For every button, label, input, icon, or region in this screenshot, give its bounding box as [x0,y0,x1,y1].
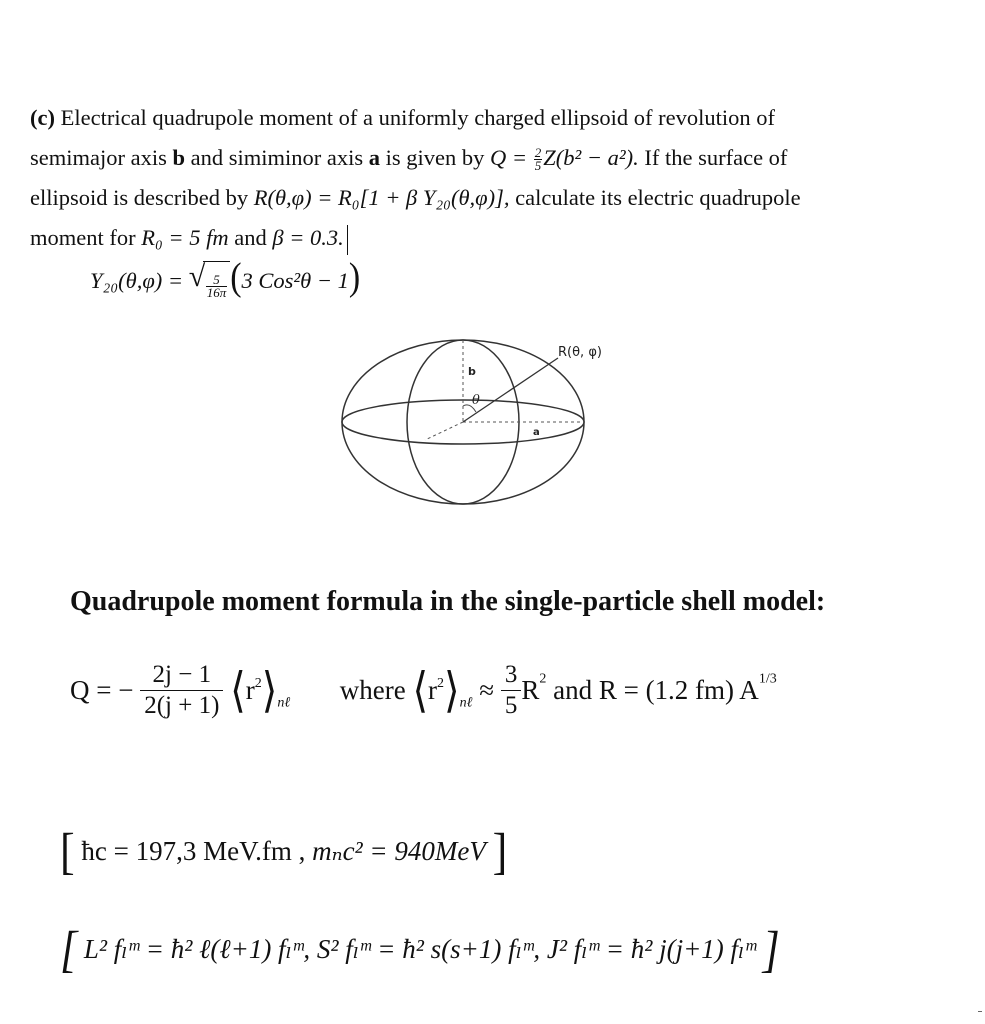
j-fraction [140,660,223,721]
where-text: where [339,675,406,705]
problem-text-4a: moment for [30,225,136,250]
y20-sqrt [189,261,231,304]
three-fifths-fraction [501,660,522,721]
beta-value: β = 0.3. [272,225,344,250]
radius-line [463,358,558,422]
q-frac-num: 2 [534,145,542,161]
problem-label: (c) [30,105,55,130]
q-lhs: Q = [490,145,533,170]
problem-text-2a: semimajor axis [30,145,167,170]
symbol-a: a [368,145,380,170]
shell-model-heading: Quadrupole moment formula in the single-particle shell model: [70,586,826,617]
problem-text-2c: is given by [385,145,485,170]
label-theta: θ [472,393,480,408]
s-squared-relation: S² fₗᵐ = ħ² s(s+1) fₗᵐ, [316,934,541,964]
q-rhs: Z(b² − a²). [543,145,639,170]
problem-text-and: and [234,225,267,250]
r2-term-2 [428,675,444,705]
radius-formula-text: and R = (1.2 fm) A [553,675,759,705]
problem-line-3 [30,178,960,218]
r2-base-2: r [428,675,438,705]
problem-line-4 [30,218,960,258]
r-formula: R(θ,φ) = R₀[1 + β Y₂₀(θ,φ)], [253,185,510,210]
r2-sup-2: 2 [437,676,445,691]
big-r: R [521,675,540,705]
q-fraction [534,147,543,172]
r2-sub-nl-2: nℓ [459,695,473,711]
y20-formula: Y₂₀(θ,φ) = √ $\frac{5}{16\pi}$ (3 Cos²θ − 1) [30,258,960,298]
label-a: a [533,427,540,438]
problem-text-1: Electrical quadrupole moment of a uniformly charged ellipsoid of revolution of [60,105,775,130]
y20-frac-num: 5 [206,274,228,287]
r2-base: r [245,675,255,705]
j-squared-relation: J² fₗᵐ = ħ² j(j+1) fₗᵐ [546,934,756,964]
j-frac-num: 2j − 1 [140,660,223,691]
ellipsoid-figure [330,330,620,535]
shell-model-formula: Q = − $\frac{2j - 1}{2(j + 1)}$ $⟨r^2⟩_{n\ell}$ where $⟨r^2⟩_{n\ell}$ ≈ $\frac{3}{5}$ $R^2$ and R = (1.2 fm) $A^{1/3}$ [70,661,777,719]
problem-text-3a: ellipsoid is described by [30,185,249,210]
angular-momentum-relations: [ L² fₗᵐ = ħ² ℓ(ℓ+1) fₗᵐ, S² fₗᵐ = ħ² s(s+1) fₗᵐ, J² fₗᵐ = ħ² j(j+1) fₗᵐ ] [60,921,780,978]
problem-text-2d: If the surface of [644,145,788,170]
problem-text-2b: and simiminor axis [190,145,364,170]
text-cursor [347,225,348,255]
frac2-den: 5 [504,692,518,719]
y20-fraction [206,271,228,300]
constants-line: [ ħc = 197,3 MeV.fm , mₙc² = 940MeV ] [60,823,508,880]
neutron-mass-constant: mₙc² = 940MeV [312,836,486,866]
y20-lhs: Y₂₀(θ,φ) = [90,268,184,293]
r2-sub-nl: nℓ [277,695,291,711]
r2-sup: 2 [254,676,262,691]
y20-frac-den: 16π [206,284,227,300]
big-r-sup: 2 [539,671,547,687]
problem-statement [30,98,960,298]
sqrt-sign: √ [188,260,206,294]
q-formula [490,145,639,174]
edge-mark [978,1011,982,1012]
r2-term [246,675,262,705]
axis-depth-line [425,422,463,440]
symbol-b: b [172,145,185,170]
approx-symbol: ≈ [479,675,495,705]
problem-line-1 [30,98,960,138]
label-r: R(θ, φ) [558,345,602,360]
a-exponent: 1/3 [758,671,777,687]
q-minus: Q = − [70,675,134,705]
frac2-num: 3 [501,660,522,691]
j-frac-den: 2(j + 1) [144,692,220,719]
q-frac-den: 5 [534,158,542,174]
problem-line-2 [30,138,960,178]
r0-value: R₀ = 5 fm [141,225,229,250]
label-b: b [468,365,476,378]
y20-rhs: 3 Cos²θ − 1 [241,268,349,293]
hbar-c-constant: ħc = 197,3 MeV.fm , [81,836,306,866]
problem-text-3b: calculate its electric quadrupole [515,185,801,210]
l-squared-relation: L² fₗᵐ = ħ² ℓ(ℓ+1) fₗᵐ, [83,934,311,964]
